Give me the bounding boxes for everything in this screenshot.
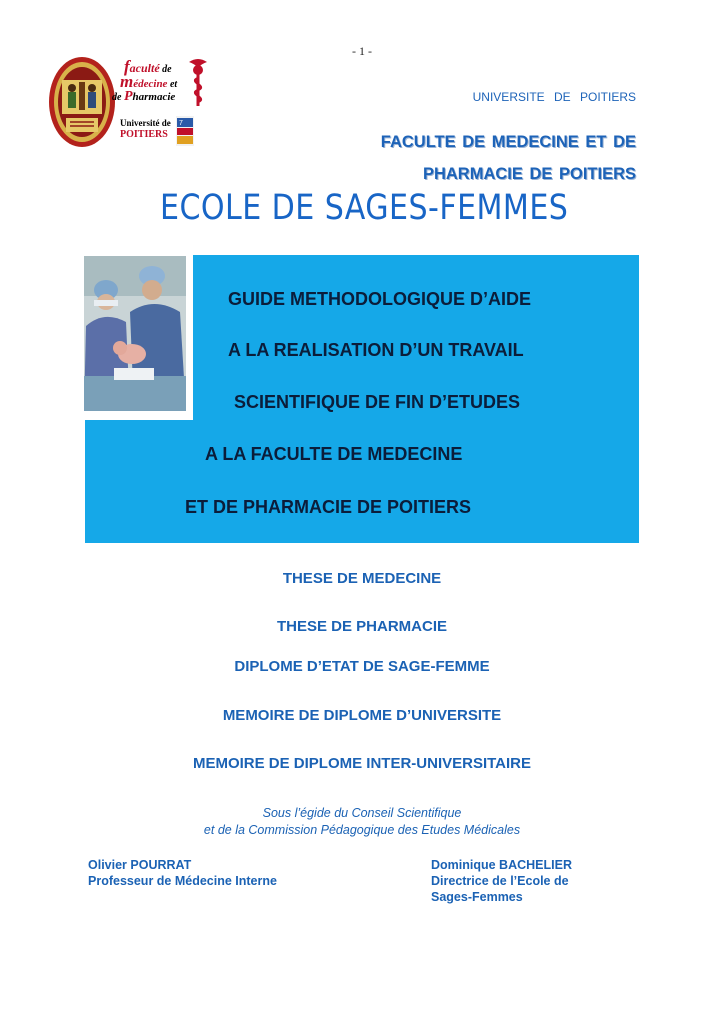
degree-item: THESE DE PHARMACIE bbox=[276, 618, 448, 635]
delivery-room-photo bbox=[84, 256, 186, 411]
banner-line-4: A LA FACULTE DE MEDECINE bbox=[205, 444, 463, 464]
signatory-left-title: Professeur de Médecine Interne bbox=[88, 874, 277, 888]
degree-item: THESE DE MEDECINE bbox=[282, 570, 442, 587]
banner-bottom bbox=[85, 420, 639, 543]
svg-text:7: 7 bbox=[179, 120, 183, 127]
faculty-logo-line-3: de Pharmacie bbox=[112, 89, 176, 104]
signatory-right bbox=[431, 857, 572, 905]
university-logo-label: Université de POITIERS bbox=[120, 118, 171, 140]
signatory-right-title-2: Sages-Femmes bbox=[431, 890, 523, 904]
page-number: - 1 - bbox=[352, 44, 372, 58]
university-name: UNIVERSITE DE POITIERS bbox=[472, 90, 636, 104]
signatory-right-title-1: Directrice de l’Ecole de bbox=[431, 874, 569, 888]
signatory-right-name: Dominique BACHELIER bbox=[431, 858, 572, 872]
degree-item: MEMOIRE DE DIPLOME D’UNIVERSITE bbox=[222, 707, 502, 724]
signatory-left bbox=[88, 857, 277, 889]
egide-line-1: Sous l’égide du Conseil Scientifique bbox=[262, 806, 462, 820]
faculty-logo-line-1: faculté de bbox=[124, 57, 172, 76]
university-logo-icon bbox=[176, 116, 194, 146]
banner-line-1: GUIDE METHODOLOGIQUE D’AIDE bbox=[228, 289, 532, 309]
banner-line-5: ET DE PHARMACIE DE POITIERS bbox=[185, 497, 472, 517]
degree-item: MEMOIRE DE DIPLOME INTER-UNIVERSITAIRE bbox=[192, 755, 532, 772]
banner-line-3: SCIENTIFIQUE DE FIN D’ETUDES bbox=[234, 392, 521, 412]
signatory-left-name: Olivier POURRAT bbox=[88, 858, 192, 872]
degree-item: DIPLOME D’ETAT DE SAGE-FEMME bbox=[234, 658, 490, 675]
banner-line-2: A LA REALISATION D’UN TRAVAIL bbox=[228, 340, 524, 360]
faculty-name: FACULTE DE MEDECINE ET DE PHARMACIE DE POITIERS bbox=[380, 133, 636, 183]
caduceus-icon bbox=[183, 56, 213, 108]
egide-line-2: et de la Commission Pédagogique des Etudes Médicales bbox=[203, 823, 521, 837]
faculty-seal-icon bbox=[48, 56, 116, 148]
faculty-logo-line-2: médecine et bbox=[120, 72, 178, 91]
school-title: ECOLE DE SAGES-FEMMES bbox=[160, 188, 569, 228]
